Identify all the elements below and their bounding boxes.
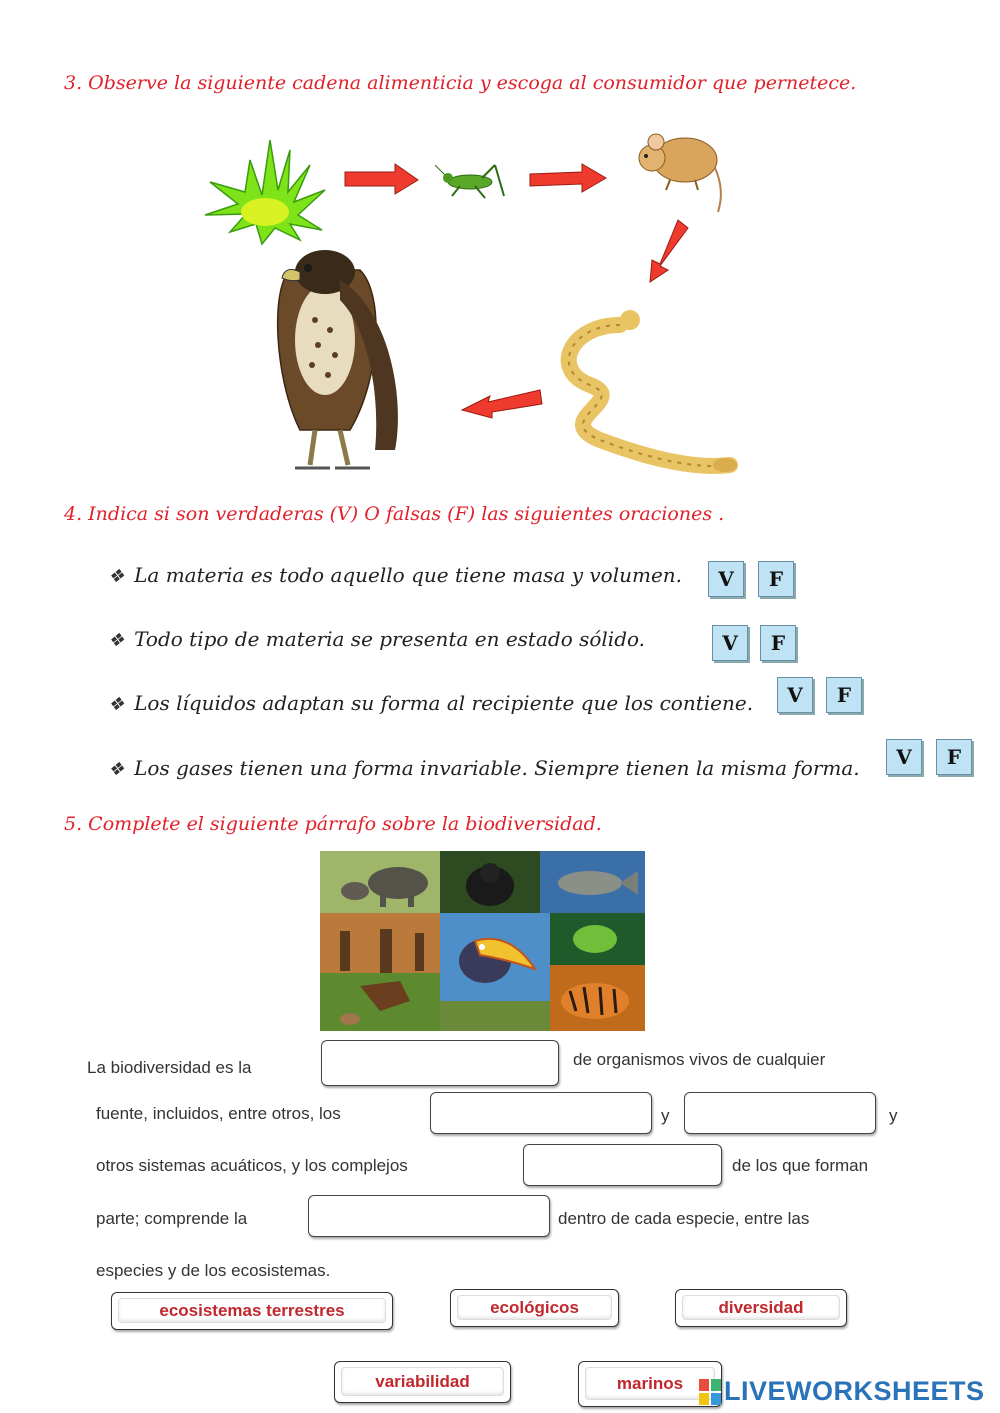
hawk-icon xyxy=(278,250,398,468)
word-chip-ecologicos[interactable] xyxy=(450,1289,619,1327)
statement-text: Los líquidos adaptan su forma al recipiente que los contiene. xyxy=(134,691,754,715)
paragraph-text: y xyxy=(889,1106,898,1125)
chameleon-icon xyxy=(573,925,617,953)
arrow-down-icon xyxy=(650,220,688,282)
paragraph-text: fuente, incluidos, entre otros, los xyxy=(96,1104,341,1123)
true-button[interactable]: V xyxy=(708,561,744,597)
word-chip-label: diversidad xyxy=(682,1295,840,1320)
arrow-left-icon xyxy=(462,390,542,418)
paragraph-text: especies y de los ecosistemas. xyxy=(96,1261,331,1280)
question-5-title: 5. Complete el siguiente párrafo sobre la biodiversidad. xyxy=(64,813,602,835)
statement-text: Todo tipo de materia se presenta en estado sólido. xyxy=(134,627,646,651)
paragraph-text: parte; comprende la xyxy=(96,1209,248,1228)
food-chain-illustration xyxy=(190,120,760,490)
word-chip-label: marinos xyxy=(585,1367,715,1400)
word-chip-label: ecosistemas terrestres xyxy=(118,1298,386,1323)
statement-row xyxy=(108,691,753,715)
diamond-bullet-icon: ❖ xyxy=(108,759,125,780)
true-button[interactable]: V xyxy=(886,739,922,775)
paragraph-text: de organismos vivos de cualquier xyxy=(573,1050,826,1069)
question-3-title: 3. Observe la siguiente cadena alimenticia y escoga al consumidor que pernetece. xyxy=(64,72,857,94)
arrow-right-icon xyxy=(530,164,606,192)
true-button[interactable]: V xyxy=(777,677,813,713)
false-button[interactable]: F xyxy=(760,625,796,661)
diamond-bullet-icon: ❖ xyxy=(108,566,125,587)
statement-text: La materia es todo aquello que tiene masa y volumen. xyxy=(134,563,683,587)
diamond-bullet-icon: ❖ xyxy=(108,694,125,715)
paragraph-text: La biodiversidad es la xyxy=(87,1058,252,1077)
false-button[interactable]: F xyxy=(936,739,972,775)
paragraph-text: de los que forman xyxy=(732,1156,869,1175)
word-chip-label: variabilidad xyxy=(341,1367,504,1396)
paragraph-text: otros sistemas acuáticos, y los complejos xyxy=(96,1156,408,1175)
word-chip-variabilidad[interactable] xyxy=(334,1361,511,1403)
statement-text: Los gases tienen una forma invariable. Siempre tienen la misma forma. xyxy=(134,756,860,780)
statement-row xyxy=(108,627,645,651)
false-button[interactable]: F xyxy=(758,561,794,597)
brand-name: LIVEWORKSHEETS xyxy=(724,1376,985,1406)
paragraph-text: y xyxy=(661,1106,670,1125)
grass-icon xyxy=(205,140,325,244)
word-chip-diversidad[interactable] xyxy=(675,1289,847,1327)
tiger-icon xyxy=(561,983,629,1019)
paragraph-text: dentro de cada especie, entre las xyxy=(558,1209,810,1228)
answer-blank-4[interactable] xyxy=(523,1144,722,1186)
answer-blank-3[interactable] xyxy=(684,1092,876,1134)
snake-icon xyxy=(569,310,737,472)
true-button[interactable]: V xyxy=(712,625,748,661)
grasshopper-icon xyxy=(435,165,504,198)
answer-blank-1[interactable] xyxy=(321,1040,559,1086)
diamond-bullet-icon: ❖ xyxy=(108,630,125,651)
mouse-icon xyxy=(639,134,721,212)
biodiversity-collage xyxy=(320,851,645,1031)
answer-blank-5[interactable] xyxy=(308,1195,550,1237)
answer-blank-2[interactable] xyxy=(430,1092,652,1134)
word-chip-label: ecológicos xyxy=(457,1295,612,1320)
question-4-title: 4. Indica si son verdaderas (V) O falsas (F) las siguientes oraciones . xyxy=(64,503,725,525)
liveworksheets-logo-icon xyxy=(698,1377,724,1407)
arrow-right-icon xyxy=(345,164,418,194)
statement-row xyxy=(108,563,682,587)
false-button[interactable]: F xyxy=(826,677,862,713)
statement-row xyxy=(108,756,860,780)
liveworksheets-logo xyxy=(698,1376,985,1407)
word-chip-ecosistemas-terrestres[interactable] xyxy=(111,1292,393,1330)
